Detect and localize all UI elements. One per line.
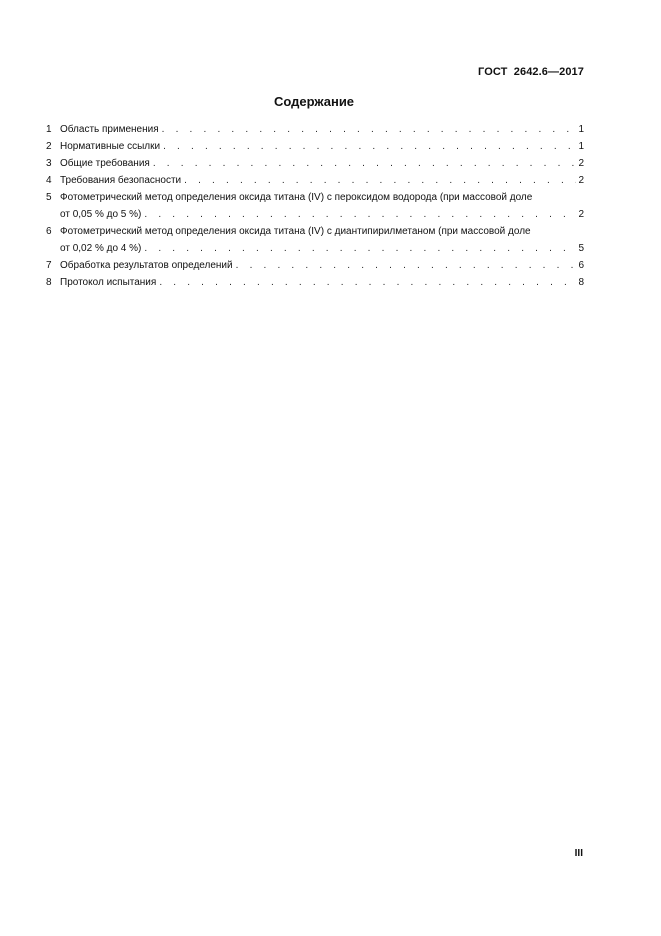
- toc-leader-dots: [184, 172, 576, 189]
- toc-item-page: 1: [578, 141, 584, 152]
- page-number: III: [574, 848, 583, 859]
- toc-leader-dots: [144, 240, 576, 257]
- toc-heading: Содержание: [273, 94, 355, 109]
- toc-item-2[interactable]: [46, 138, 584, 155]
- toc-item-page: 2: [578, 175, 584, 186]
- toc-item-5[interactable]: [46, 189, 584, 223]
- toc-item-title: Обработка результатов определений: [60, 260, 233, 271]
- toc-item-7[interactable]: [46, 257, 584, 274]
- toc-item-number: 8: [46, 277, 52, 288]
- toc-item-page: 2: [578, 209, 584, 220]
- toc-item-page: 2: [578, 158, 584, 169]
- table-of-contents: [46, 121, 584, 291]
- toc-item-6[interactable]: [46, 223, 584, 257]
- toc-item-number: 4: [46, 175, 52, 186]
- toc-item-number: 7: [46, 260, 52, 271]
- toc-leader-dots: [236, 257, 577, 274]
- toc-item-number: 6: [46, 226, 52, 237]
- toc-leader-dots: [162, 121, 577, 138]
- toc-item-4[interactable]: [46, 172, 584, 189]
- toc-item-page: 8: [578, 277, 584, 288]
- toc-item-title-line-2: от 0,05 % до 5 %): [60, 209, 142, 220]
- toc-item-page: 5: [578, 243, 584, 254]
- toc-item-8[interactable]: [46, 274, 584, 291]
- toc-item-title: Область применения: [60, 124, 159, 135]
- toc-item-title-line-1: Фотометрический метод определения оксида титана (IV) с диантипирилметаном (при массовой доле: [60, 226, 531, 237]
- toc-item-title: Требования безопасности: [60, 175, 182, 186]
- toc-leader-dots: [163, 138, 576, 155]
- toc-item-number: 2: [46, 141, 52, 152]
- toc-leader-dots: [153, 155, 577, 172]
- toc-item-title-line-1: Фотометрический метод определения оксида титана (IV) с пероксидом водорода (при массовой доле: [60, 192, 533, 203]
- toc-item-number: 3: [46, 158, 52, 169]
- toc-item-page: 6: [578, 260, 584, 271]
- toc-item-number: 1: [46, 124, 52, 135]
- toc-item-number: 5: [46, 192, 52, 203]
- toc-item-3[interactable]: [46, 155, 584, 172]
- toc-item-1[interactable]: [46, 121, 584, 138]
- toc-item-title-line-2: от 0,02 % до 4 %): [60, 243, 142, 254]
- toc-item-page: 1: [578, 124, 584, 135]
- toc-leader-dots: [159, 274, 576, 291]
- toc-item-title: Протокол испытания: [60, 277, 157, 288]
- toc-leader-dots: [144, 206, 576, 223]
- toc-item-title: Нормативные ссылки: [60, 141, 161, 152]
- standard-code: ГОСТ 2642.6—2017: [478, 66, 584, 78]
- toc-item-title: Общие требования: [60, 158, 150, 169]
